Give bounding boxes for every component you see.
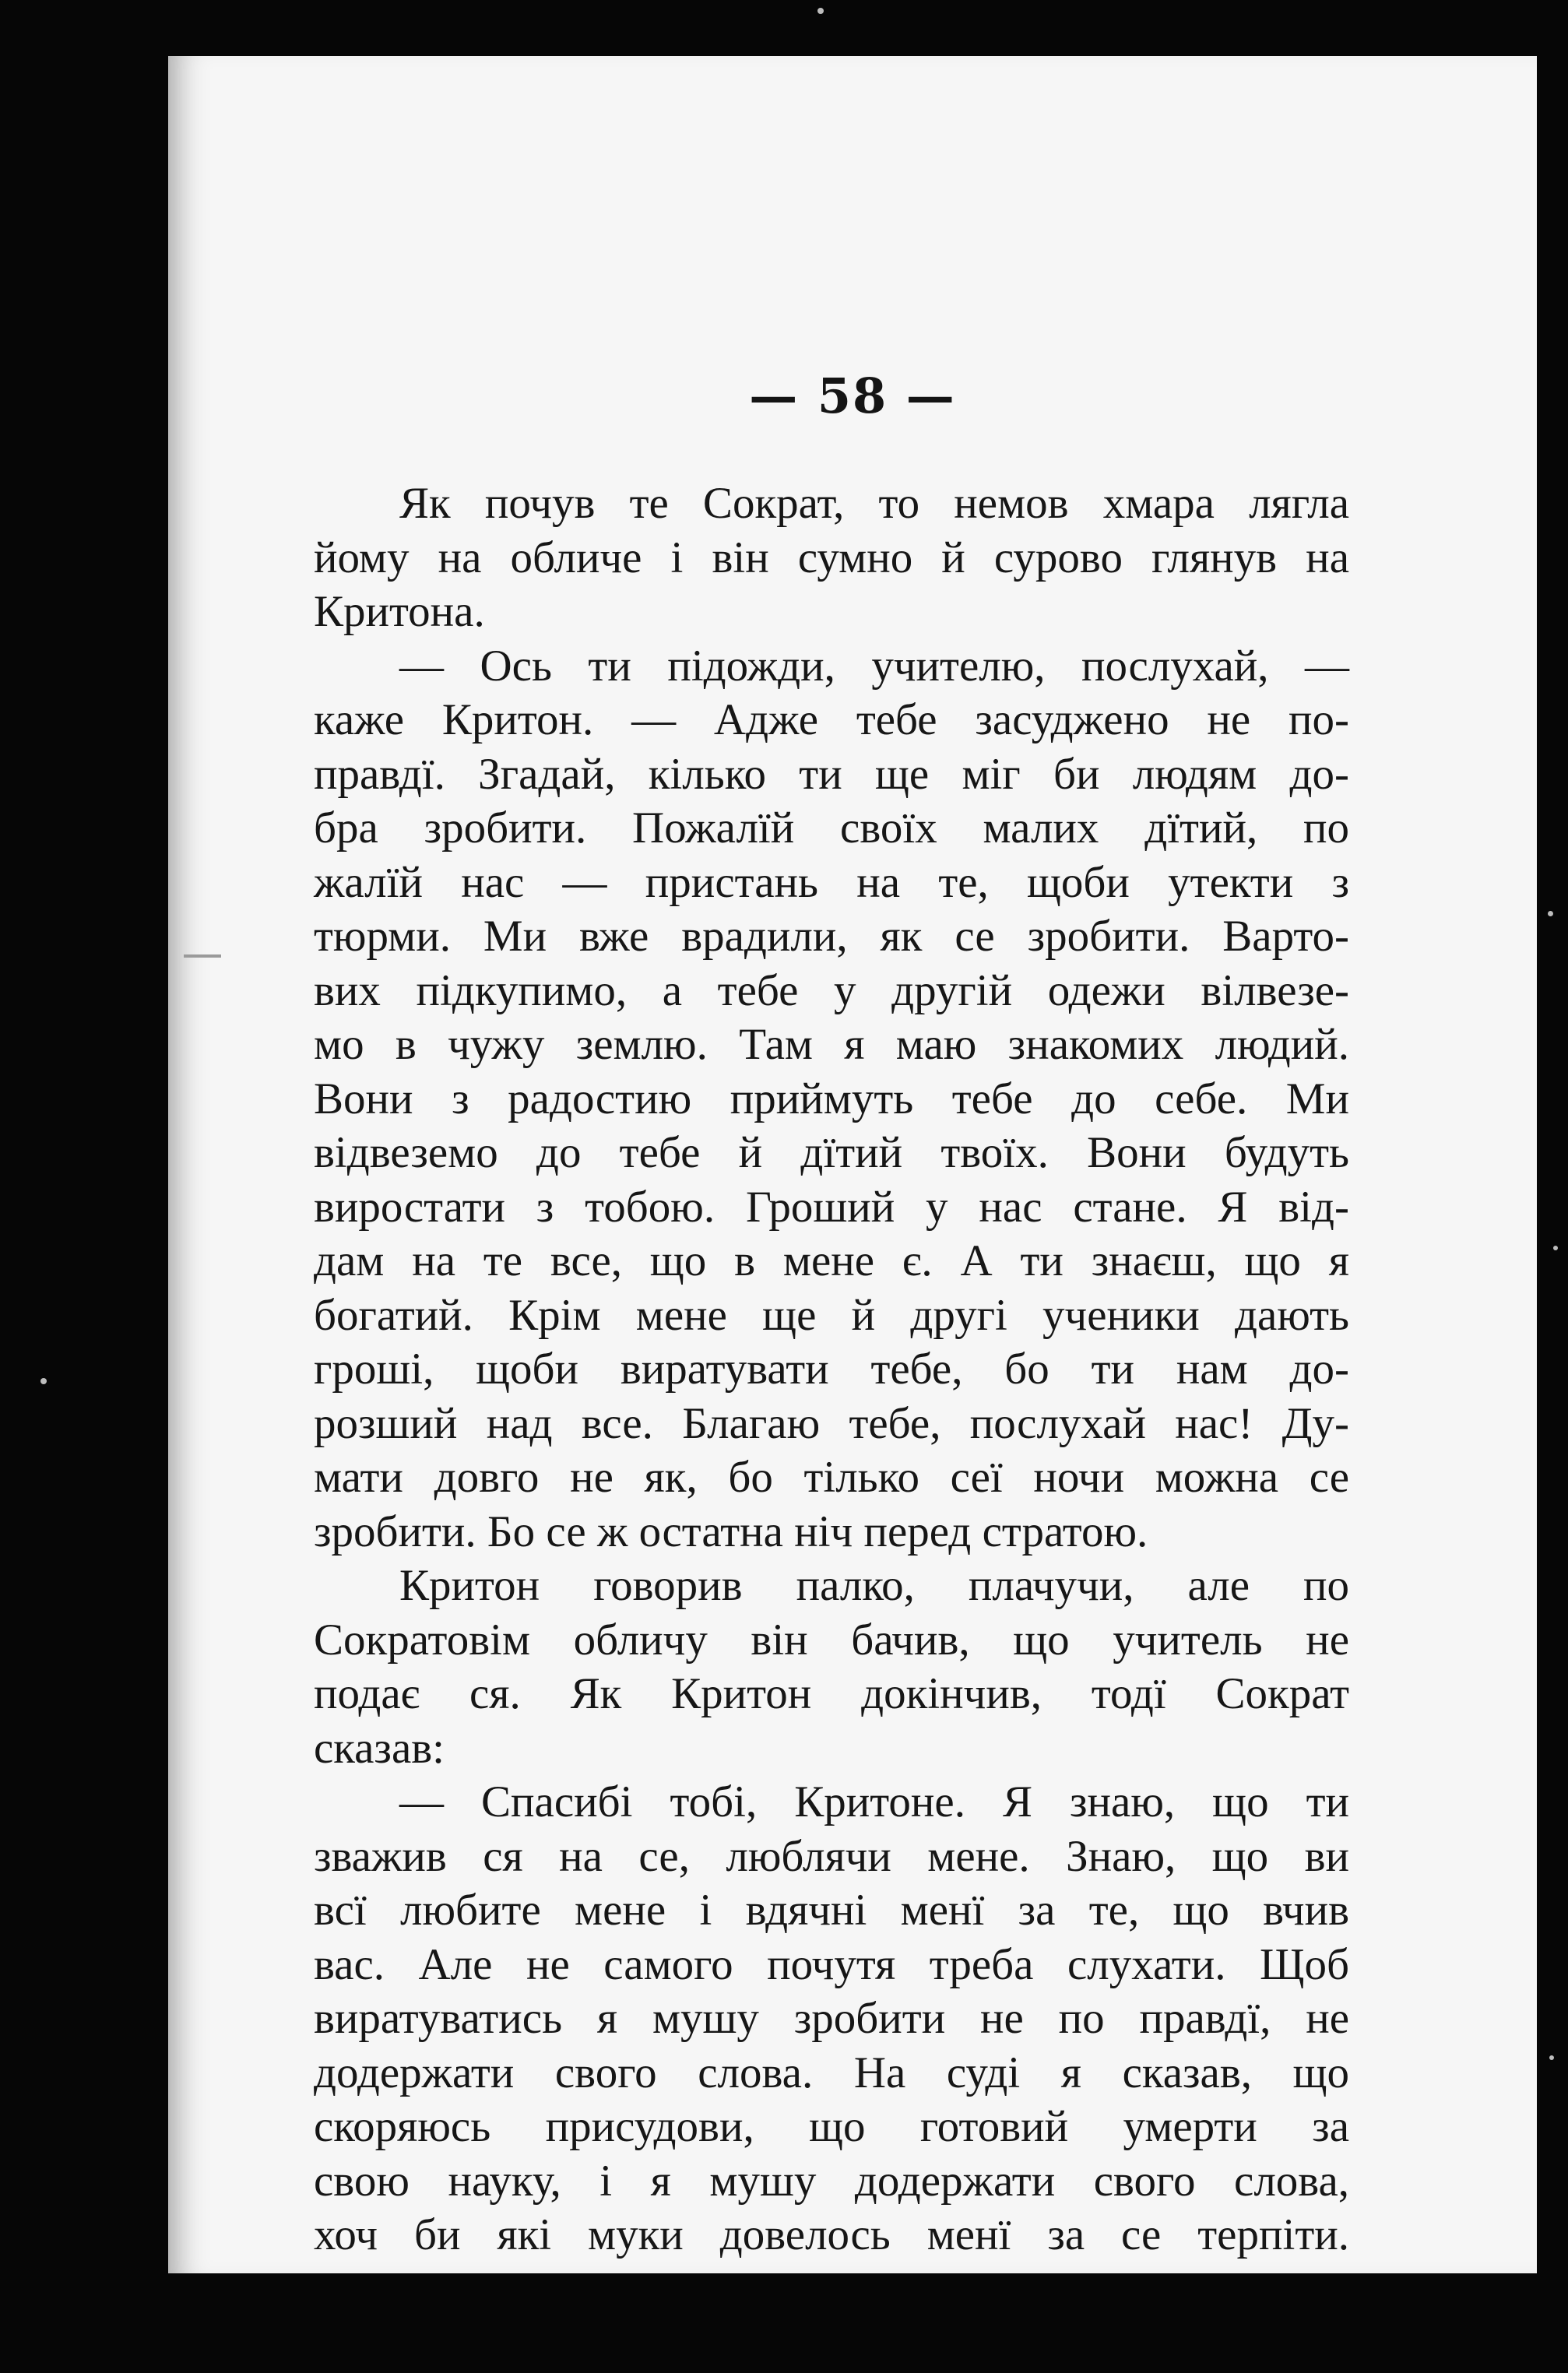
- text-line: богатий. Крім мене ще й другі ученики дають: [314, 1290, 1349, 1340]
- text-line: розший над все. Благаю тебе, послухай нас! Ду-: [314, 1398, 1349, 1448]
- text-line: Критона.: [314, 587, 485, 636]
- text-line: виростати з тобою. Гроший у нас стане. Я від-: [314, 1182, 1349, 1232]
- book-page: [168, 56, 1537, 2273]
- text-line: всї любите мене і вдячні менї за те, що вчив: [314, 1886, 1349, 1935]
- text-line: правдї. Згадай, кілько ти ще міг би людям до-: [314, 749, 1349, 799]
- text-line: Як почув те Сократ, то немов хмара лягла: [399, 479, 1349, 528]
- scan-speck: [40, 1378, 47, 1384]
- text-line: подає ся. Як Критон докінчив, тодї Сократ: [314, 1669, 1349, 1718]
- text-line: зважив ся на се, люблячи мене. Знаю, що ви: [314, 1831, 1349, 1881]
- text-line: — Ось ти підожди, учителю, послухай, —: [399, 641, 1349, 691]
- text-line: відвеземо до тебе й дїтий твоїх. Вони будуть: [314, 1128, 1349, 1177]
- text-line: жалїй нас — пристань на те, щоби утекти з: [314, 857, 1349, 907]
- text-line: мати довго не як, бо тілько сеї ночи можна се: [314, 1453, 1349, 1502]
- margin-mark: [184, 954, 221, 958]
- scan-speck: [1548, 911, 1553, 916]
- text-line: сказав:: [314, 1723, 445, 1773]
- text-line: каже Критон. — Адже тебе засуджено не по-: [314, 695, 1349, 744]
- text-line: вих підкупимо, а тебе у другій одежи вілвезе-: [314, 965, 1349, 1015]
- text-line: скоряюсь присудови, що готовий умерти за: [314, 2102, 1349, 2151]
- scan-speck: [817, 8, 824, 14]
- scan-speck: [1549, 2055, 1554, 2060]
- text-line: дам на те все, що в мене є. А ти знаєш, що я: [314, 1236, 1349, 1285]
- text-line: Критон говорив палко, плачучи, але по: [399, 1561, 1349, 1610]
- scan-speck: [1553, 1246, 1558, 1250]
- text-line: хоч би які муки довелось менї за се терпіти.: [314, 2210, 1349, 2259]
- text-line: свою науку, і я мушу додержати свого слова,: [314, 2156, 1349, 2206]
- text-line: додержати свого слова. На суді я сказав, що: [314, 2048, 1349, 2097]
- body-text: [314, 476, 1349, 2262]
- text-line: гроші, щоби виратувати тебе, бо ти нам до-: [314, 1345, 1349, 1394]
- page-number: — 58 —: [749, 367, 956, 424]
- text-line: вас. Але не самого почутя треба слухати. Щоб: [314, 1939, 1349, 1989]
- text-line: бра зробити. Пожалїй своїх малих дїтий, по: [314, 803, 1349, 853]
- text-line: йому на обличе і він сумно й сурово глянув на: [314, 533, 1349, 582]
- text-line: виратуватись я мушу зробити не по правдї, не: [314, 1994, 1349, 2043]
- text-line: Вони з радостию приймуть тебе до себе. Ми: [314, 1074, 1349, 1123]
- text-line: тюрми. Ми вже врадили, як се зробити. Варто-: [314, 912, 1349, 961]
- text-line: мо в чужу землю. Там я маю знакомих людий.: [314, 1020, 1349, 1069]
- text-line: — Спасибі тобі, Критоне. Я знаю, що ти: [399, 1777, 1349, 1826]
- text-line: зробити. Бо се ж остатна ніч перед стратою.: [314, 1506, 1148, 1556]
- text-line: Сократовім обличу він бачив, що учитель не: [314, 1615, 1349, 1665]
